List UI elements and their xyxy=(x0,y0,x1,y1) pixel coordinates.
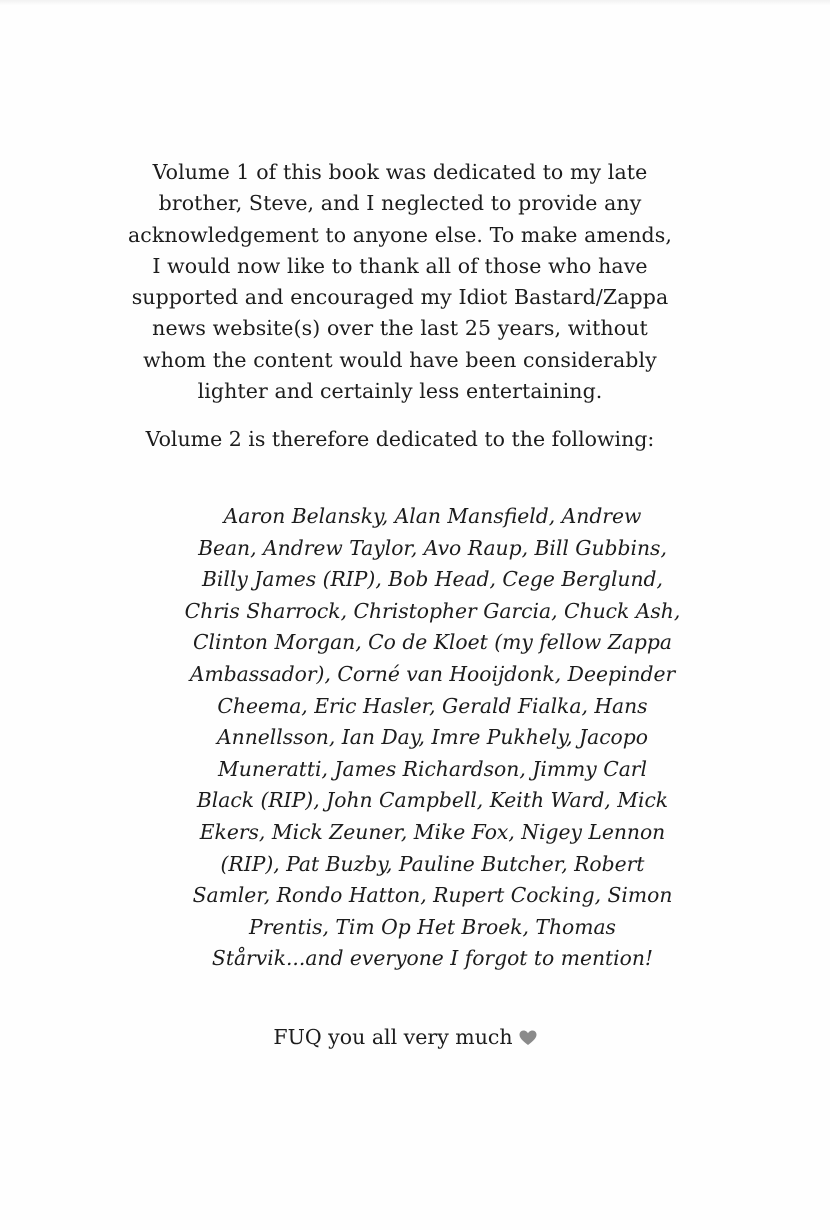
intro-line: whom the content would have been considerably xyxy=(143,347,657,372)
intro-line: acknowledgement to anyone else. To make amends, xyxy=(127,222,672,247)
names-line: Billy James (RIP), Bob Head, Cege Berglund, xyxy=(201,567,663,592)
intro-line: I would now like to thank all of those who have xyxy=(152,253,648,278)
names-line: Clinton Morgan, Co de Kloet (my fellow Zappa xyxy=(193,630,672,655)
closing-line xyxy=(190,1022,620,1053)
names-line: (RIP), Pat Buzby, Pauline Butcher, Robert xyxy=(220,851,645,876)
intro-line: supported and encouraged my Idiot Bastard/Zappa xyxy=(131,285,669,310)
names-line: Samler, Rondo Hatton, Rupert Cocking, Simon xyxy=(192,883,673,908)
names-line: Ambassador), Corné van Hooijdonk, Deepinder xyxy=(189,661,676,686)
names-line: Prentis, Tim Op Het Broek, Thomas xyxy=(249,914,616,939)
names-line: Black (RIP), John Campbell, Keith Ward, Mick xyxy=(196,788,669,813)
heart-icon xyxy=(519,1030,537,1046)
names-line: Muneratti, James Richardson, Jimmy Carl xyxy=(218,756,647,781)
names-line: Aaron Belansky, Alan Mansfield, Andrew xyxy=(223,504,642,528)
names-line: Bean, Andrew Taylor, Avo Raup, Bill Gubbins, xyxy=(198,535,667,560)
names-line: Ekers, Mick Zeuner, Mike Fox, Nigey Lennon xyxy=(199,819,666,844)
dedication-names xyxy=(160,501,705,975)
dedication-lead: Volume 2 is therefore dedicated to the following: xyxy=(145,427,655,451)
names-line: Cheema, Eric Hasler, Gerald Fialka, Hans xyxy=(217,693,648,718)
intro-paragraph xyxy=(90,157,710,407)
scan-edge xyxy=(0,0,830,6)
intro-line: Volume 1 of this book was dedicated to my late xyxy=(152,160,648,184)
names-line: Stårvik...and everyone I forgot to mention! xyxy=(211,946,654,971)
closing-text: FUQ you all very much xyxy=(273,1025,513,1049)
intro-line: brother, Steve, and I neglected to provide any xyxy=(158,191,642,216)
names-line: Annellsson, Ian Day, Imre Pukhely, Jacopo xyxy=(217,725,648,750)
intro-line: lighter and certainly less entertaining. xyxy=(197,379,603,404)
intro-line: news website(s) over the last 25 years, without xyxy=(152,316,648,341)
names-line: Chris Sharrock, Christopher Garcia, Chuck Ash, xyxy=(184,598,681,623)
